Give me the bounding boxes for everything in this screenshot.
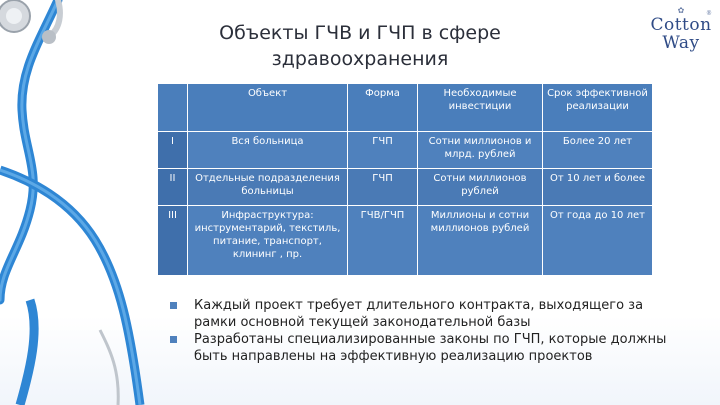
logo-word-1: Cotton [650,15,712,35]
row-investment: Миллионы и сотни миллионов рублей [418,206,543,276]
row-object: Вся больница [188,132,348,169]
row-form: ГЧП [348,132,418,169]
bullet-list [168,297,668,365]
header-term: Срок эффективной реализации [543,84,653,132]
row-index: III [158,206,188,276]
row-term: От 10 лет и более [543,169,653,206]
row-object: Отдельные подразделения больницы [188,169,348,206]
row-investment: Сотни миллионов и млрд. рублей [418,132,543,169]
title-line-1: Объекты ГЧВ и ГЧП в сфере [219,22,501,44]
row-form: ГЧВ/ГЧП [348,206,418,276]
bullet-text: Разработаны специализированные законы по ГЧП, которые должны быть направлены на эффективную реализацию проектов [194,332,667,364]
row-index: II [158,169,188,206]
table-row [158,169,653,206]
bullet-item [168,331,668,365]
row-term: Более 20 лет [543,132,653,169]
header-index [158,84,188,132]
registered-mark: ® [706,10,712,17]
title-line-2: здравоохранения [271,48,449,70]
bullet-text: Каждый проект требует длительного контракта, выходящего за рамки основной текущей законодательной базы [194,298,644,330]
square-bullet-icon [170,336,177,343]
header-form: Форма [348,84,418,132]
row-investment: Сотни миллионов рублей [418,169,543,206]
slide-title [170,20,550,72]
cotton-way-logo [648,6,714,64]
cotton-boll-icon: ✿ [677,6,685,15]
row-index: I [158,132,188,169]
objects-table [157,83,653,276]
row-object: Инфраструктура: инструментарий, текстиль, питание, транспорт, клининг , пр. [188,206,348,276]
row-form: ГЧП [348,169,418,206]
header-object: Объект [188,84,348,132]
row-term: От года до 10 лет [543,206,653,276]
table-header-row [158,84,653,132]
table-row [158,132,653,169]
logo-word-2: Way [662,33,700,53]
table-row [158,206,653,276]
header-investment: Необходимые инвестиции [418,84,543,132]
bullet-item [168,297,668,331]
square-bullet-icon [170,302,177,309]
